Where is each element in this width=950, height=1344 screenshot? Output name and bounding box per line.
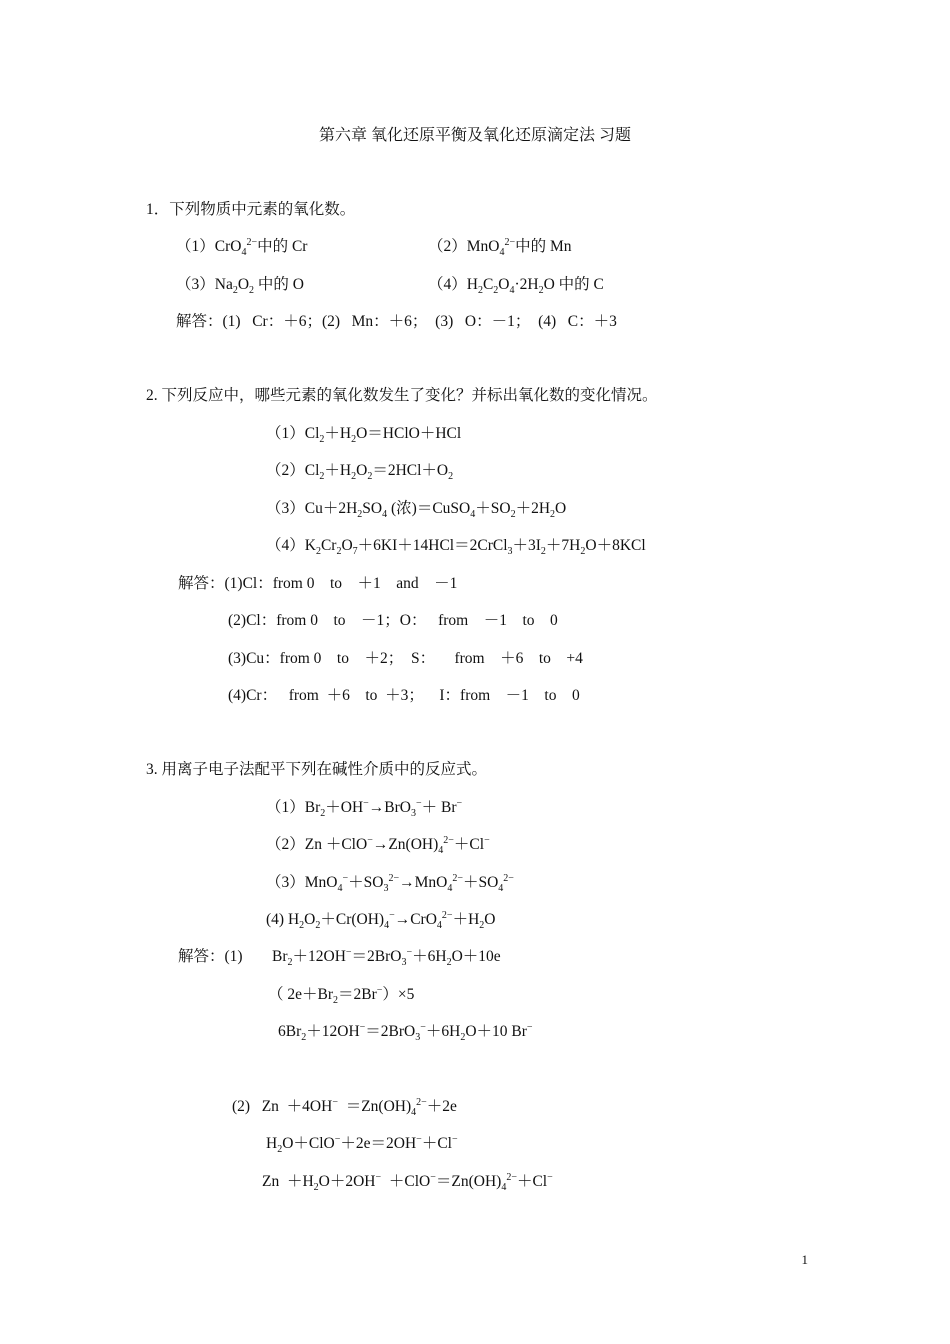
question-3-answer-label: 解答：(1) bbox=[178, 948, 243, 965]
question-3-reaction-4: (4) $H_2O_2+Cr(OH)_4^-\to CrO_4^{2-}+H_2O$ bbox=[266, 910, 496, 931]
question-3-answer-1-line-2: （ $2e+Br_2=2Br^-)\times 5$ bbox=[268, 985, 415, 1006]
question-1-answer: 解答：(1) Cr：＋6；(2) Mn：＋6； (3) O：－1； (4) C：＋3 bbox=[176, 313, 617, 330]
question-3-answer-1-line-1: $Br_2+12OH^-=2BrO_3^-+6H_2O+10e$ bbox=[272, 947, 501, 968]
question-3-heading: 3. 用离子电子法配平下列在碱性介质中的反应式。 bbox=[146, 761, 488, 778]
question-3-reaction-3: $(3)MnO_4^-+SO_3^{2-}\to MnO_4^{2-}+SO_4^{2-}$ bbox=[266, 873, 514, 894]
question-2-reaction-2: $(2)Cl_2+H_2O_2=2HCl+O_2$ bbox=[266, 462, 454, 482]
question-1-heading: 1．下列物质中元素的氧化数。 bbox=[146, 201, 356, 218]
page-number: 1 bbox=[801, 1252, 808, 1267]
question-1-item-3: $(3)Na_2O_2$ 中的 O bbox=[176, 276, 304, 296]
question-3-answer-2-line-3: $Zn +H_2O+2OH^- +ClO^-=Zn(OH)_4^{2-}+Cl^-$ bbox=[262, 1172, 553, 1193]
question-2-reaction-1: $(1)Cl_2+H_2O=HClO+HCl$ bbox=[266, 425, 462, 445]
question-3-reaction-1: $(1)Br_2+OH^-\to BrO_3^-+ Br^-$ bbox=[266, 798, 463, 819]
page-title: 第六章 氧化还原平衡及氧化还原滴定法 习题 bbox=[318, 127, 631, 144]
question-2-reaction-4: $(4)K_2Cr_2O_7+6KI+14HCl=2CrCl_3+3I_2+7H_2O+8KCl$ bbox=[266, 537, 646, 557]
question-3-answer-2-line-2: $H_2O+ClO^-+2e=2OH^-+Cl^-$ bbox=[266, 1134, 458, 1155]
question-2-answer-3: (3)Cu：from 0 to ＋2； S： from ＋6 to +4 bbox=[228, 650, 583, 667]
question-2-answer-4: (4)Cr： from ＋6 to ＋3； I：from －1 to 0 bbox=[228, 687, 580, 704]
question-1-item-2: （2）MnO$_4^{2-}$中的 Mn bbox=[428, 237, 572, 258]
question-2-heading: 2. 下列反应中，哪些元素的氧化数发生了变化？并标出氧化数的变化情况。 bbox=[146, 387, 658, 404]
question-2-answer-1: 解答：(1)Cl：from 0 to ＋1 and －1 bbox=[178, 575, 458, 592]
question-1-item-1: （1）CrO$_4^{2-}$中的 Cr bbox=[176, 237, 308, 258]
question-1-item-4: $(4)H_2C_2O_4\cdot 2H_2O$ 中的 C bbox=[428, 276, 604, 296]
question-3-answer-1-line-3: $6Br_2+12OH^-=2BrO_3^-+6H_2O+10$ Br− bbox=[278, 1022, 533, 1043]
question-3-reaction-2: $(2)Zn +ClO^-\to Zn(OH)_4^{2-}+Cl^-$ bbox=[266, 835, 490, 856]
question-2-answer-2: (2)Cl：from 0 to －1；O： from －1 to 0 bbox=[228, 612, 558, 629]
question-3-answer-2-line-1: (2) $Zn +4OH^- =Zn(OH)_4^{2-}+2e$ bbox=[232, 1097, 457, 1118]
question-2-reaction-3: $(3)Cu+2H_2SO_4$ (浓)$=CuSO_4+SO_2+2H_2O$ bbox=[266, 500, 567, 520]
